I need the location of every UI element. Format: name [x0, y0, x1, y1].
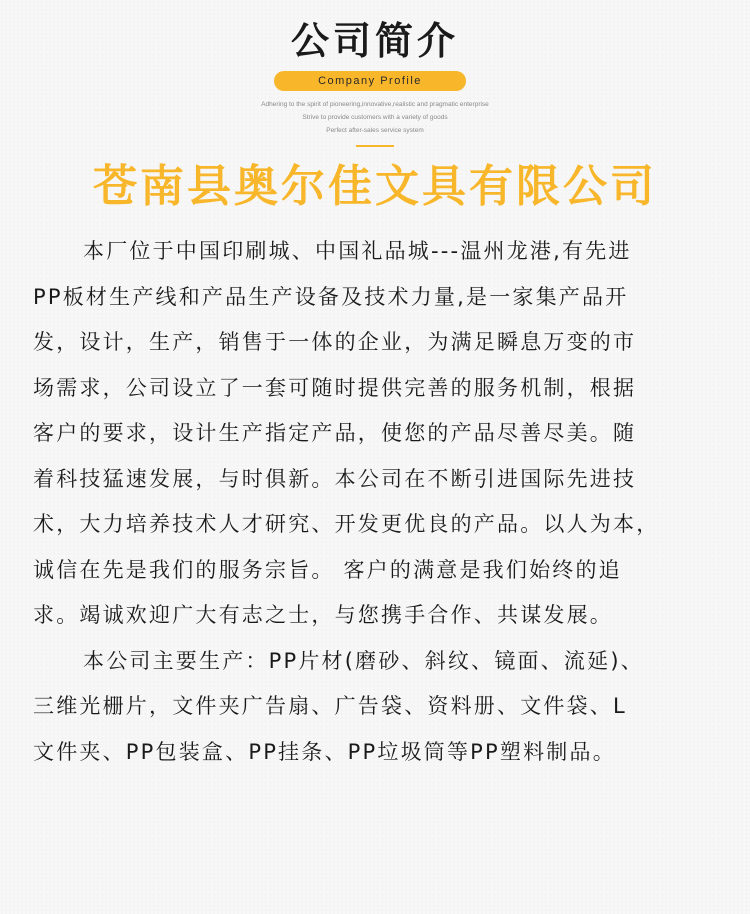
company-profile-badge: Company Profile	[274, 71, 466, 91]
products-line: 三维光栅片，文件夹广告扇、广告袋、资料册、文件袋、L	[33, 694, 627, 718]
intro-line: 术，大力培养技术人才研究、开发更优良的产品。以人为本，	[33, 512, 660, 536]
intro-line: 诚信在先是我们的服务宗旨。 客户的满意是我们始终的追	[33, 557, 622, 582]
intro-line: 着科技猛速发展，与时俱新。本公司在不断引进国际先进技	[33, 466, 637, 491]
intro-line: PP板材生产线和产品生产设备及技术力量,是一家集产品开	[33, 284, 629, 309]
tagline-line: Strive to provide customers with a variety of goods	[302, 114, 448, 121]
intro-line: 场需求，公司设立了一套可随时提供完善的服务机制，根据	[33, 375, 637, 400]
intro-line: 发，设计，生产，销售于一体的企业，为满足瞬息万变的市	[33, 330, 637, 354]
divider	[356, 145, 394, 147]
intro-line: 本厂位于中国印刷城、中国礼品城---温州龙港,有先进	[83, 239, 632, 263]
intro-line: 求。竭诚欢迎广大有志之士，与您携手合作、共谋发展。	[33, 603, 613, 627]
intro-line: 客户的要求，设计生产指定产品，使您的产品尽善尽美。随	[33, 421, 637, 445]
tagline-line: Adhering to the spirit of pioneering,innovative,realistic and pragmatic enterprise	[261, 101, 489, 108]
company-name: 苍南县奥尔佳文具有限公司	[93, 161, 657, 212]
tagline-line: Perfect after-sales service system	[326, 127, 424, 134]
page-title: 公司简介	[290, 19, 459, 63]
products-line: 文件夹、PP包装盒、PP挂条、PP垃圾筒等PP塑料制品。	[33, 739, 616, 764]
products-line: 本公司主要生产：PP片材(磨砂、斜纹、镜面、流延)、	[83, 648, 644, 673]
intro-text	[33, 229, 723, 775]
